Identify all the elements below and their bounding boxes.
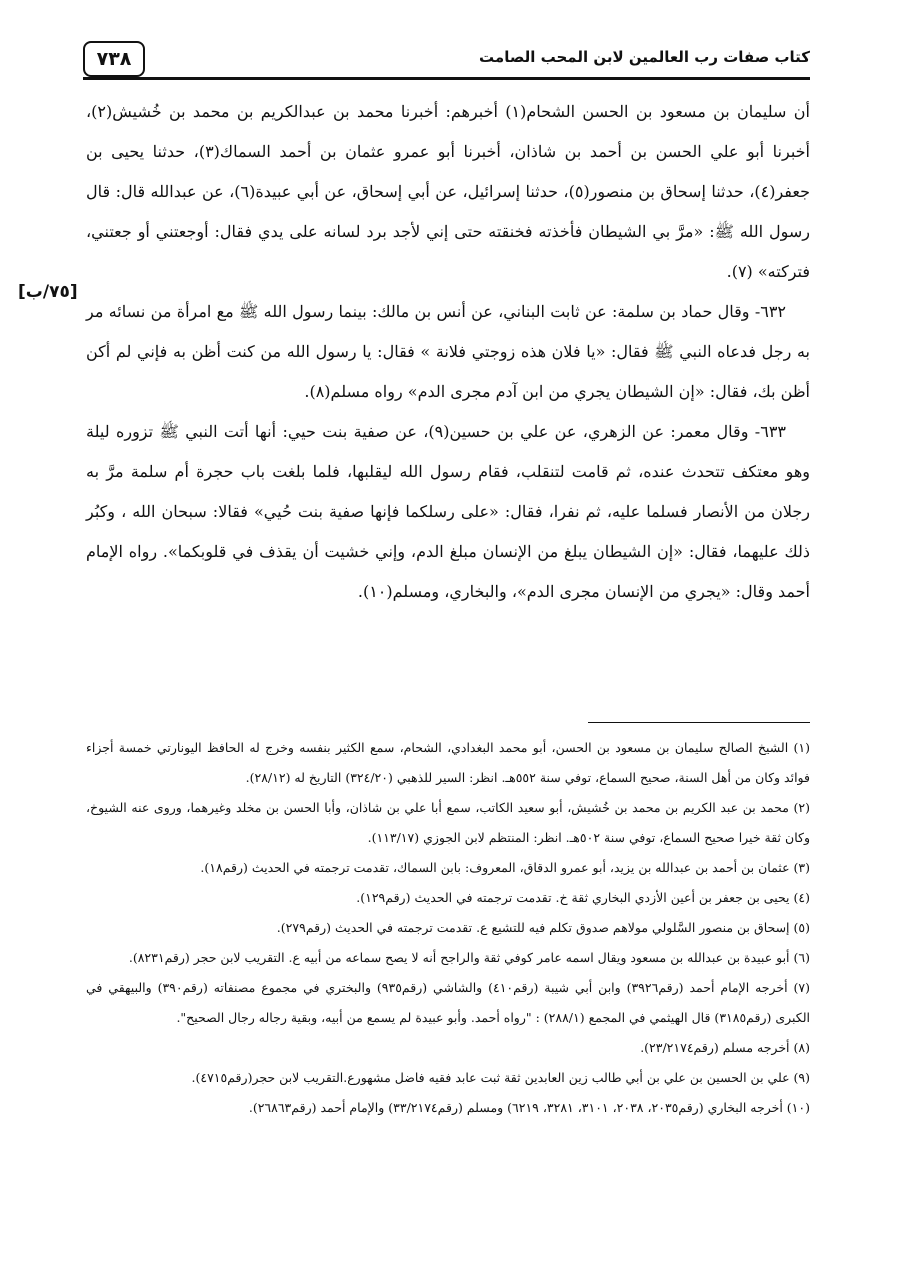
paragraph-hadith-633: ٦٣٣- وقال معمر: عن الزهري، عن علي بن حسين(٩)، عن صفية بنت حيي: أنها أتت النبي ﷺ تزوره ليلة وهو معتكف تتحدث عنده، ثم قامت لتنقلب، فقام رسول الله ليقلبها، فلما بلغت باب حجرة أم سلمة مرَّ به رجلان من الأنصار فسلما عليه، ثم نفرا، فقال: «على رسلكما فإنها صفية بنت حُيي» فقالا: سبحان الله ، وكبُر ذلك عليهما، فقال: «إن الشيطان يبلغ من الإنسان مبلغ الدم، وإني خشيت أن يقذف في قلوبكما». رواه الإمام أحمد وقال: «يجري من الإنسان مجرى الدم»، والبخاري، ومسلم(١٠). (86, 422, 811, 601)
footnote-1: (١) الشيخ الصالح سليمان بن مسعود بن الحسن، أبو محمد البغدادي، الشحام، سمع الكثير بنفسه وخرج له الحافظ اليونارتي خمسة أجزاء فوائد وكان من أهل السنة، صحيح السماع، توفي سنة ٥٥٢هـ. انظر: السير للذهبي (٣٢٤/٢٠) التاريخ له (٢٨/١٢). (86, 740, 810, 785)
paragraph-isnad-631: أن سليمان بن مسعود بن الحسن الشحام(١) أخبرهم: أخبرنا محمد بن عبدالكريم بن محمد بن خُشيش(٢)، أخبرنا أبو علي الحسن بن أحمد بن شاذان، أخبرنا أبو عمرو عثمان بن أحمد السماك(٣)، حدثنا يحيى بن جعفر(٤)، حدثنا إسحاق بن منصور(٥)، حدثنا إسرائيل، عن أبي إسحاق، عن أبي عبيدة(٦)، عن عبدالله قال: قال رسول الله ﷺ: «مرَّ بي الشيطان فأخذته فخنقته حتى إني لأجد برد لسانه على يدي فقال: أوجعتني أو جعتني، فتركته» (٧). (86, 102, 811, 281)
page-number: ٧٣٨ (83, 41, 145, 77)
footnote-10: (١٠) أخرجه البخاري (رقم٢٠٣٥، ٢٠٣٨، ٣١٠١، ٣٢٨١، ٦٢١٩) ومسلم (رقم٣٣/٢١٧٤) والإمام أحمد (رقم٢٦٨٦٣). (248, 1100, 810, 1115)
paragraph-hadith-632: ٦٣٢- وقال حماد بن سلمة: عن ثابت البناني، عن أنس بن مالك: بينما رسول الله ﷺ مع امرأة من نسائه مر به رجل فدعاه النبي ﷺ فقال: «يا فلان هذه زوجتي فلانة » فقال: يا رسول الله من كنت أظن به فإني لم أكن أظن بك، فقال: «إن الشيطان يجري من ابن آدم مجرى الدم» رواه مسلم(٨). (86, 302, 810, 401)
header-rule (83, 77, 810, 80)
footnote-8: (٨) أخرجه مسلم (رقم٢٣/٢١٧٤). (640, 1040, 810, 1055)
footnote-separator (588, 722, 810, 723)
footnote-7: (٧) أخرجه الإمام أحمد (رقم٣٩٢٦) وابن أبي شيبة (رقم٤١٠) والشاشي (رقم٩٣٥) والبختري في مجموع مصنفاته (رقم٣٩٠) والبيهقي في الكبرى (رقم٣١٨٥) قال الهيثمي في المجمع (٢٨٨/١) : "رواه أحمد. وأبو عبيدة لم يسمع من أبيه، وبقية رجاله رجال الصحيح". (86, 980, 811, 1025)
footnote-4: (٤) يحيى بن جعفر بن أعين الأزدي البخاري ثقة خ. تقدمت ترجمته في الحديث (رقم١٢٩). (356, 890, 810, 905)
footnote-6: (٦) أبو عبيدة بن عبدالله بن مسعود ويقال اسمه عامر كوفي ثقة والراجح أنه لا يصح سماعه من أبيه ع. التقريب لابن حجر (رقم٨٢٣١). (128, 950, 810, 965)
manuscript-folio-marker: [٧٥/ب] (18, 282, 78, 302)
footnotes (86, 733, 810, 1123)
footnote-2: (٢) محمد بن عبد الكريم بن محمد بن خُشيش، أبو سعيد الكاتب، سمع أبا علي بن شاذان، وأبا الحسن بن مخلد وغيرهما، وروى عنه الشيوخ، وكان ثقة خيرا صحيح السماع، توفي سنة ٥٠٢هـ. انظر: المنتظم لابن الجوزي (١١٣/١٧). (86, 800, 810, 845)
footnote-3: (٣) عثمان بن أحمد بن عبدالله بن يزيد، أبو عمرو الدقاق، المعروف: بابن السماك، تقدمت ترجمته في الحديث (رقم١٨). (200, 860, 810, 875)
footnote-9: (٩) علي بن الحسين بن علي بن أبي طالب زين العابدين ثقة ثبت عابد فقيه فاضل مشهورع.التقريب لابن حجر(رقم٤٧١٥). (191, 1070, 810, 1085)
footnote-5: (٥) إسحاق بن منصور السَّلولي مولاهم صدوق تكلم فيه للتشيع ع. تقدمت ترجمته في الحديث (رقم٢٧٩). (276, 920, 810, 935)
main-text (86, 92, 810, 612)
book-title: كتاب صفات رب العالمين لابن المحب الصامت (479, 48, 810, 66)
